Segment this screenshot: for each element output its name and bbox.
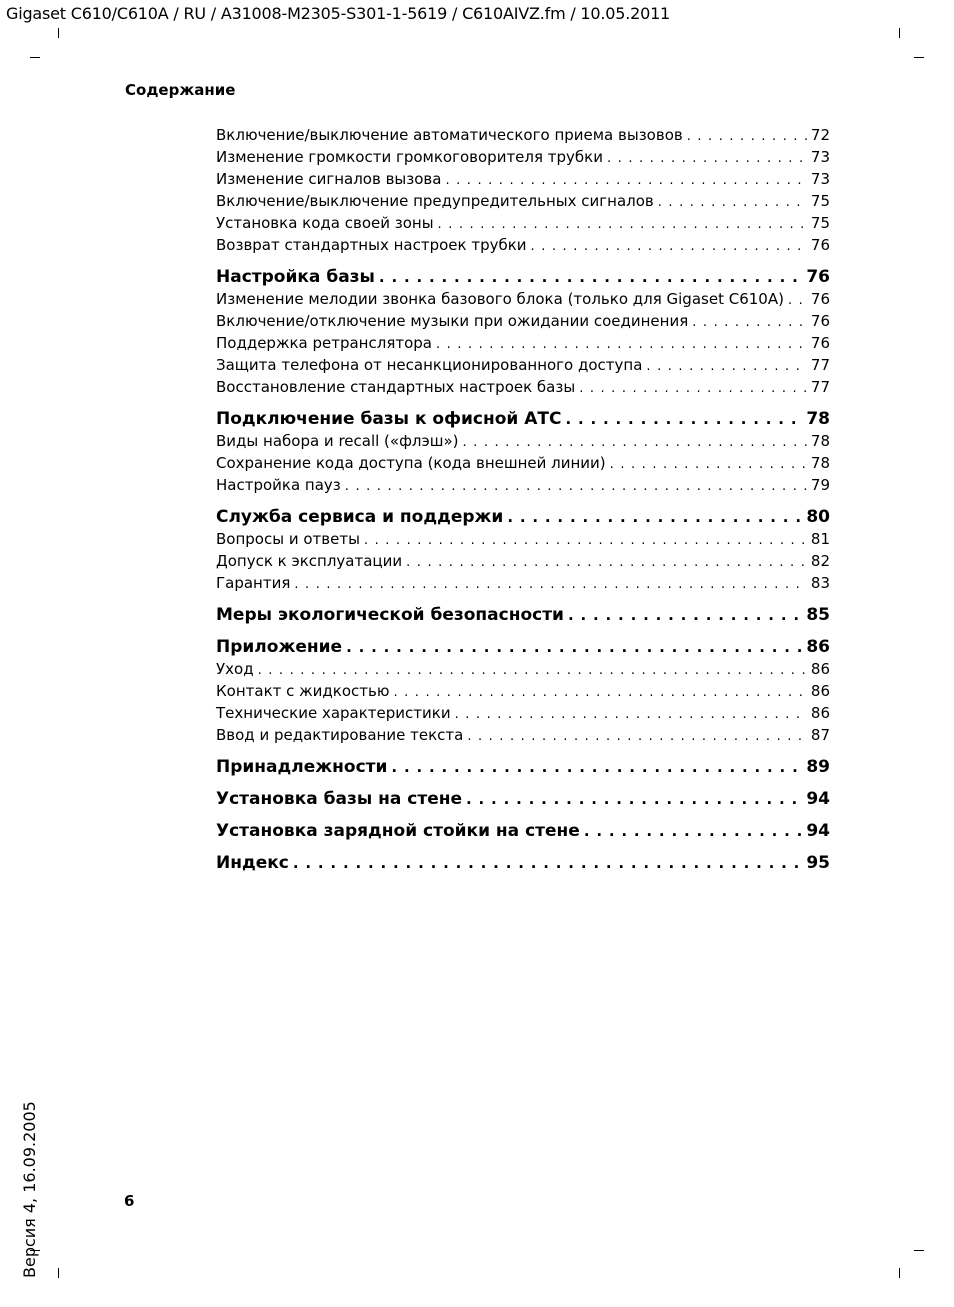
toc-chapter[interactable] xyxy=(216,408,830,430)
dot-leader xyxy=(658,192,807,214)
dot-leader xyxy=(293,852,802,874)
toc-page-number: 76 xyxy=(810,290,830,308)
toc-entry-title: Поддержка ретранслятора xyxy=(216,334,432,352)
toc-chapter[interactable] xyxy=(216,852,830,874)
toc-page-number: 76 xyxy=(810,334,830,352)
toc-entry-title: Меры экологической безопасности xyxy=(216,605,564,625)
crop-mark xyxy=(914,57,924,58)
toc-page-number: 77 xyxy=(810,356,830,374)
toc-page-number: 81 xyxy=(810,530,830,548)
dot-leader xyxy=(466,788,802,810)
toc-page-number: 86 xyxy=(810,704,830,722)
toc-entry-title: Приложение xyxy=(216,637,343,657)
toc-page-number: 89 xyxy=(806,757,830,777)
table-of-contents xyxy=(216,124,830,874)
toc-entry[interactable] xyxy=(216,190,830,212)
dot-leader xyxy=(406,552,807,574)
toc-entry[interactable] xyxy=(216,168,830,190)
toc-chapter[interactable] xyxy=(216,820,830,842)
dot-leader xyxy=(364,530,807,552)
toc-entry-title: Подключение базы к офисной АТС xyxy=(216,409,562,429)
toc-entry-title: Уход xyxy=(216,660,254,678)
toc-entry-title: Допуск к эксплуатации xyxy=(216,552,403,570)
toc-entry[interactable] xyxy=(216,474,830,496)
toc-chapter[interactable] xyxy=(216,266,830,288)
toc-entry-title: Индекс xyxy=(216,853,289,873)
toc-page-number: 72 xyxy=(810,126,830,144)
page-number: 6 xyxy=(124,1192,135,1210)
toc-chapter[interactable] xyxy=(216,636,830,658)
dot-leader xyxy=(507,506,802,528)
toc-chapter[interactable] xyxy=(216,506,830,528)
dot-leader xyxy=(607,148,807,170)
toc-entry[interactable] xyxy=(216,376,830,398)
dot-leader xyxy=(565,408,802,430)
toc-entry-title: Изменение громкости громкоговорителя трубки xyxy=(216,148,603,166)
toc-entry[interactable] xyxy=(216,212,830,234)
dot-leader xyxy=(692,312,807,334)
dot-leader xyxy=(294,574,807,596)
dot-leader xyxy=(391,756,802,778)
toc-chapter[interactable] xyxy=(216,756,830,778)
toc-entry-title: Установка зарядной стойки на стене xyxy=(216,821,580,841)
toc-entry-title: Принадлежности xyxy=(216,757,388,777)
toc-entry[interactable] xyxy=(216,572,830,594)
dot-leader xyxy=(687,126,807,148)
dot-leader xyxy=(646,356,806,378)
dot-leader xyxy=(788,290,807,312)
toc-entry[interactable] xyxy=(216,234,830,256)
toc-entry[interactable] xyxy=(216,332,830,354)
toc-entry-title: Служба сервиса и поддержи xyxy=(216,507,504,527)
crop-mark xyxy=(30,57,40,58)
crop-mark xyxy=(899,28,900,38)
toc-page-number: 87 xyxy=(810,726,830,744)
toc-entry-title: Сохранение кода доступа (кода внешней линии) xyxy=(216,454,606,472)
toc-entry-title: Изменение сигналов вызова xyxy=(216,170,442,188)
dot-leader xyxy=(467,726,807,748)
dot-leader xyxy=(393,682,806,704)
toc-page-number: 82 xyxy=(810,552,830,570)
toc-entry[interactable] xyxy=(216,452,830,474)
dot-leader xyxy=(610,454,807,476)
toc-page-number: 95 xyxy=(806,853,830,873)
toc-entry-title: Ввод и редактирование текста xyxy=(216,726,464,744)
toc-page-number: 73 xyxy=(810,170,830,188)
document-file-header: Gigaset C610/C610A / RU / A31008-M2305-S301-1-5619 / C610AIVZ.fm / 10.05.2011 xyxy=(6,4,671,23)
dot-leader xyxy=(531,236,807,258)
toc-entry[interactable] xyxy=(216,146,830,168)
toc-page-number: 85 xyxy=(806,605,830,625)
toc-page-number: 78 xyxy=(810,432,830,450)
dot-leader xyxy=(584,820,803,842)
toc-page-number: 75 xyxy=(810,214,830,232)
dot-leader xyxy=(568,604,802,626)
toc-entry-title: Контакт с жидкостью xyxy=(216,682,390,700)
toc-chapter[interactable] xyxy=(216,788,830,810)
toc-entry-title: Изменение мелодии звонка базового блока (только для Gigaset C610A) xyxy=(216,290,784,308)
toc-entry[interactable] xyxy=(216,354,830,376)
crop-mark xyxy=(899,1268,900,1278)
dot-leader xyxy=(455,704,807,726)
toc-entry[interactable] xyxy=(216,680,830,702)
toc-chapter[interactable] xyxy=(216,604,830,626)
toc-page-number: 78 xyxy=(810,454,830,472)
toc-page-number: 83 xyxy=(810,574,830,592)
toc-entry-title: Технические характеристики xyxy=(216,704,451,722)
toc-entry-title: Установка кода своей зоны xyxy=(216,214,434,232)
section-title: Содержание xyxy=(125,81,236,99)
toc-entry-title: Настройка базы xyxy=(216,267,375,287)
crop-mark xyxy=(58,1268,59,1278)
dot-leader xyxy=(258,660,807,682)
toc-entry-title: Включение/выключение автоматического приема вызовов xyxy=(216,126,683,144)
toc-page-number: 75 xyxy=(810,192,830,210)
crop-mark xyxy=(914,1250,924,1251)
toc-entry[interactable] xyxy=(216,724,830,746)
toc-page-number: 94 xyxy=(806,789,830,809)
toc-page-number: 86 xyxy=(806,637,830,657)
dot-leader xyxy=(379,266,802,288)
toc-entry-title: Защита телефона от несанкционированного доступа xyxy=(216,356,643,374)
toc-entry[interactable] xyxy=(216,702,830,724)
toc-entry-title: Установка базы на стене xyxy=(216,789,463,809)
toc-page-number: 79 xyxy=(810,476,830,494)
toc-entry[interactable] xyxy=(216,550,830,572)
toc-page-number: 76 xyxy=(810,236,830,254)
dot-leader xyxy=(436,334,807,356)
toc-page-number: 76 xyxy=(806,267,830,287)
toc-page-number: 78 xyxy=(806,409,830,429)
toc-entry-title: Виды набора и recall («флэш») xyxy=(216,432,459,450)
toc-page-number: 73 xyxy=(810,148,830,166)
toc-page-number: 76 xyxy=(810,312,830,330)
toc-page-number: 86 xyxy=(810,660,830,678)
toc-entry[interactable] xyxy=(216,658,830,680)
toc-entry[interactable] xyxy=(216,288,830,310)
dot-leader xyxy=(579,378,807,400)
toc-entry-title: Гарантия xyxy=(216,574,291,592)
toc-entry-title: Восстановление стандартных настроек базы xyxy=(216,378,576,396)
toc-entry[interactable] xyxy=(216,430,830,452)
toc-entry-title: Вопросы и ответы xyxy=(216,530,360,548)
toc-entry[interactable] xyxy=(216,124,830,146)
toc-entry[interactable] xyxy=(216,310,830,332)
toc-page-number: 86 xyxy=(810,682,830,700)
toc-entry-title: Включение/отключение музыки при ожидании соединения xyxy=(216,312,689,330)
toc-entry[interactable] xyxy=(216,528,830,550)
dot-leader xyxy=(346,636,802,658)
version-note: Версия 4, 16.09.2005 xyxy=(20,1101,39,1278)
dot-leader xyxy=(462,432,806,454)
dot-leader xyxy=(438,214,807,236)
toc-page-number: 80 xyxy=(806,507,830,527)
dot-leader xyxy=(445,170,806,192)
crop-mark xyxy=(58,28,59,38)
toc-page-number: 94 xyxy=(806,821,830,841)
toc-entry-title: Возврат стандартных настроек трубки xyxy=(216,236,527,254)
dot-leader xyxy=(345,476,807,498)
toc-entry-title: Включение/выключение предупредительных сигналов xyxy=(216,192,654,210)
toc-page-number: 77 xyxy=(810,378,830,396)
toc-entry-title: Настройка пауз xyxy=(216,476,341,494)
